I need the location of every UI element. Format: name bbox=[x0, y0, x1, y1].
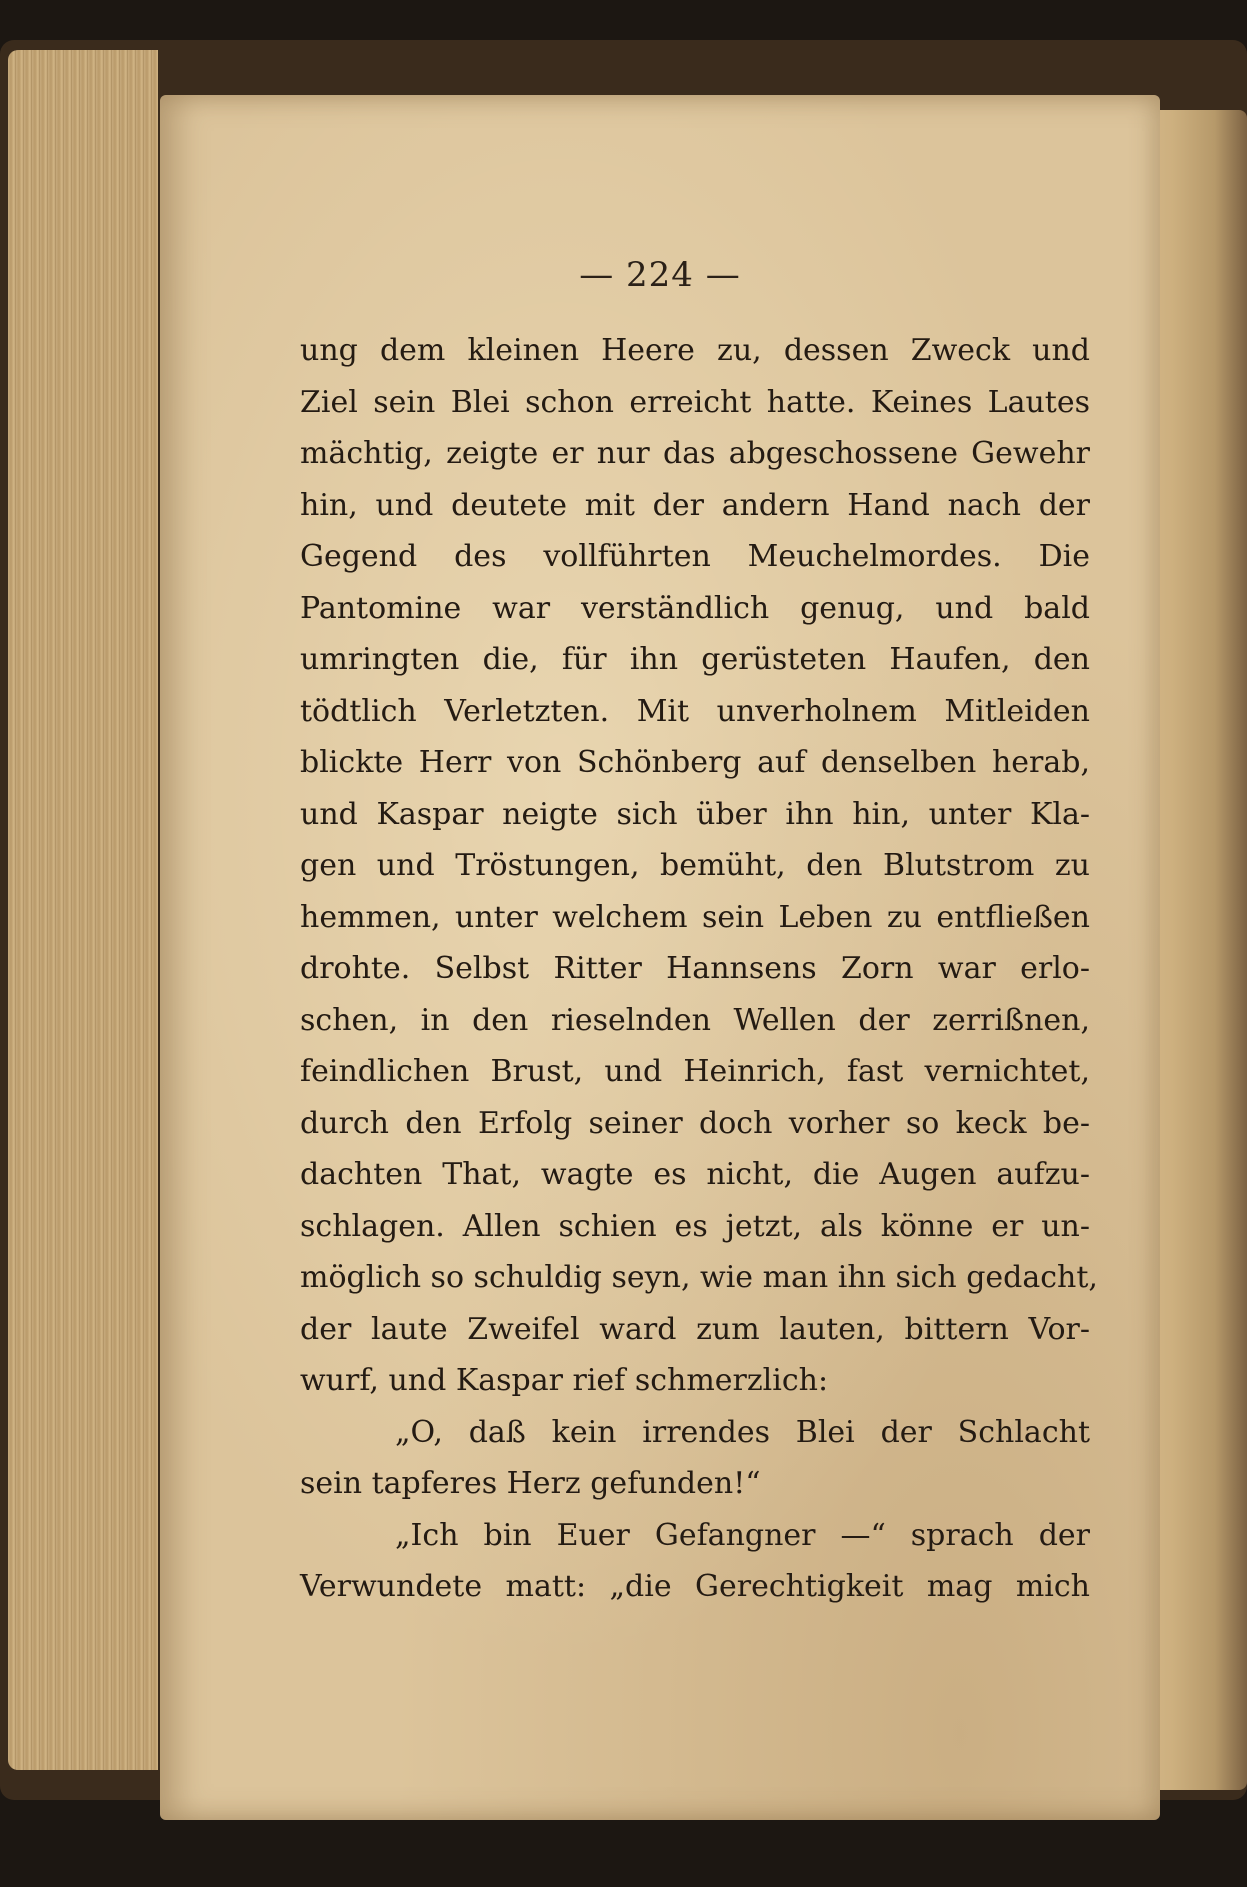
text-line: blickte Herr von Schönberg auf denselben herab, bbox=[300, 745, 1090, 780]
text-line: dachten That, wagte es nicht, die Augen aufzu- bbox=[300, 1157, 1090, 1192]
left-page-edges bbox=[8, 50, 158, 1770]
text-line: hemmen, unter welchem sein Leben zu entfließen bbox=[300, 899, 1090, 935]
text-line: der laute Zweifel ward zum lauten, bittern Vor- bbox=[300, 1311, 1090, 1347]
text-line: ung dem kleinen Heere zu, dessen Zweck und bbox=[300, 333, 1090, 368]
body-text bbox=[300, 325, 1098, 1613]
text-line: und Kaspar neigte sich über ihn hin, unter Kla- bbox=[300, 796, 1090, 832]
text-line: schen, in den rieselnden Wellen der zerrißnen, bbox=[300, 1002, 1090, 1038]
text-line: Gegend des vollführten Meuchelmordes. Die bbox=[300, 539, 1090, 574]
text-line: durch den Erfolg seiner doch vorher so keck be- bbox=[300, 1105, 1090, 1141]
text-line: Ziel sein Blei schon erreicht hatte. Keines Lautes bbox=[300, 384, 1090, 420]
text-line: Pantomine war verständlich genug, und bald bbox=[300, 590, 1090, 626]
text-line: umringten die, für ihn gerüsteten Haufen, den bbox=[300, 642, 1090, 677]
text-line: feindlichen Brust, und Heinrich, fast vernichtet, bbox=[300, 1054, 1090, 1089]
text-line: möglich so schuldig seyn, wie man ihn sich gedacht, bbox=[300, 1260, 1098, 1295]
text-line: mächtig, zeigte er nur das abgeschossene Gewehr bbox=[300, 436, 1090, 471]
text-line: „Ich bin Euer Gefangner —“ sprach der bbox=[395, 1517, 1090, 1553]
text-line: tödtlich Verletzten. Mit unverholnem Mitleiden bbox=[300, 693, 1090, 729]
text-line: drohte. Selbst Ritter Hannsens Zorn war erlo- bbox=[300, 951, 1090, 986]
text-line: hin, und deutete mit der andern Hand nach der bbox=[300, 487, 1090, 523]
text-line: sein tapferes Herz gefunden!“ bbox=[300, 1466, 761, 1501]
text-line: „O, daß kein irrendes Blei der Schlacht bbox=[395, 1414, 1090, 1450]
text-line: wurf, und Kaspar rief schmerzlich: bbox=[300, 1363, 829, 1398]
text-line: Verwundete matt: „die Gerechtigkeit mag mich bbox=[300, 1569, 1090, 1604]
page-number: — 224 — bbox=[579, 255, 741, 295]
text-line: gen und Tröstungen, bemüht, den Blutstrom zu bbox=[300, 848, 1090, 883]
text-line: schlagen. Allen schien es jetzt, als könne er un- bbox=[300, 1208, 1090, 1244]
